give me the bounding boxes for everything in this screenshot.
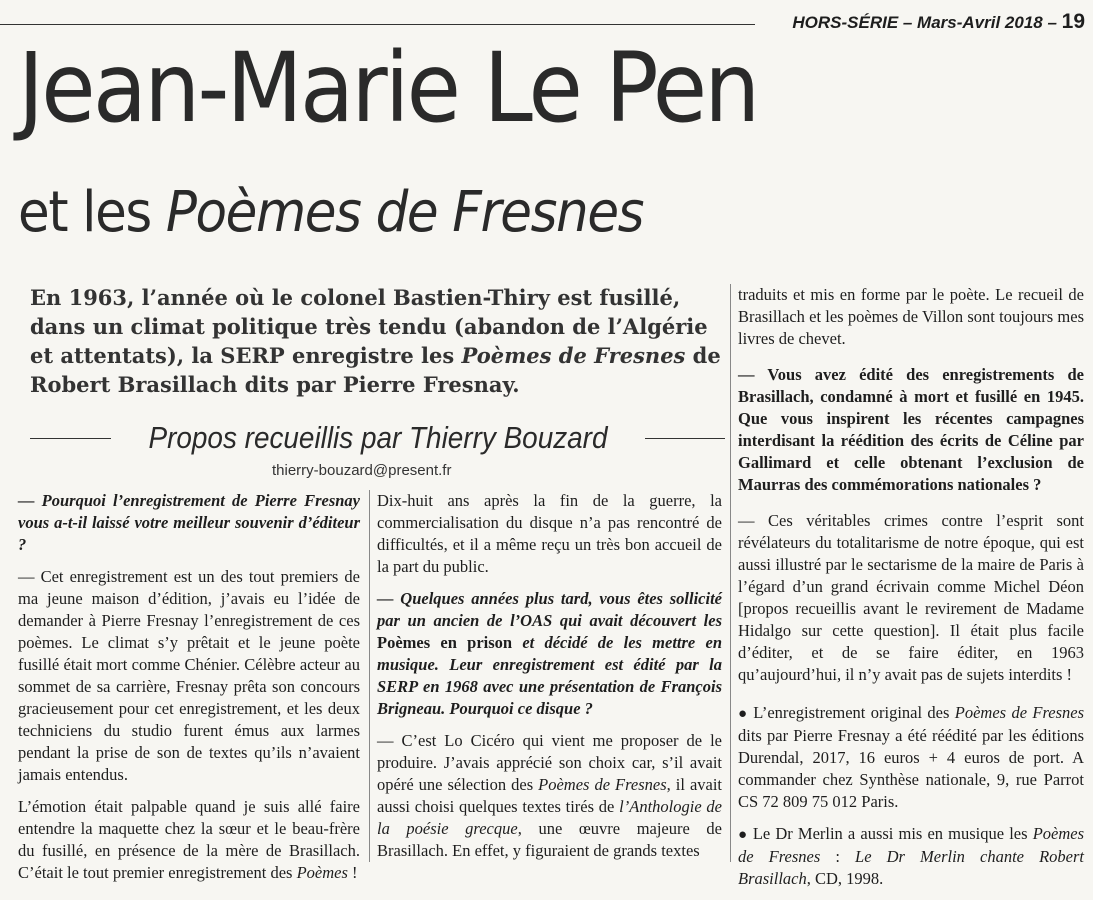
- answer-2-end: traduits et mis en forme par le poète. Le recueil de Brasillach et les poèmes de Villon sont toujours mes livres de chevet.: [738, 285, 1084, 348]
- column-3: [738, 284, 1084, 900]
- column-1: [18, 490, 360, 894]
- note-1: [738, 702, 1084, 813]
- answer-italic: Poèmes: [296, 863, 348, 882]
- note-italic: Poèmes de Fresnes: [954, 703, 1085, 722]
- answer-italic: Poèmes de Fresnes: [538, 775, 667, 794]
- subtitle-prefix: et les: [18, 180, 166, 245]
- note-text: dits par Pierre Fresnay a été réédité par les éditions Durendal, 2017, 16 euros + 4 euros de port. A commander chez Synthèse nationale, 9, rue Parrot CS 72 809 75 012 Paris.: [738, 726, 1084, 811]
- lead-text-2: de Robert Brasillach dits par Pierre Fresnay.: [30, 343, 721, 397]
- question-title: Poèmes en prison: [377, 633, 513, 652]
- question-1: — Pourquoi l’enregistrement de Pierre Fresnay vous a-t-il laissé votre meilleur souvenir d’éditeur ?: [18, 491, 360, 554]
- answer-3: — Ces véritables crimes contre l’esprit sont révélateurs du totalitarisme de notre époque, qui est aussi illustré par le sectarisme de la maire de Paris à l’égard d’un grand écrivain comme Michel Déon [propos recueillis avant le revirement de Madame Hidalgo sur cette question]. Il était plus facile d’éditer, et de se faire éditer, en 1963 qu’aujourd’hui, il n’y avait pas de sujets interdits !: [738, 511, 1084, 684]
- subtitle-italic: Poèmes de Fresnes: [165, 180, 644, 245]
- byline-text: Propos recueillis par Thierry Bouzard: [148, 420, 607, 455]
- answer-1-continued: [18, 796, 360, 884]
- answer-1-end: Dix-huit ans après la fin de la guerre, la commercialisation du disque n’a pas rencontré de difficultés, et il a même reçu un très bon accueil de la part du public.: [377, 491, 722, 576]
- bullet-icon: ●: [738, 827, 753, 843]
- answer-1: — Cet enregistrement est un des tout premiers de ma jeune maison d’édition, j’avais eu l’idée de demander à Pierre Fresnay l’enregistrement de ces poèmes. Le climat s’y prêtait et le jeune poète fusillé était mort comme Chénier. Célèbre acteur au sommet de sa carrière, Fresnay prêta son concours gracieusement pour cet enregistrement, et les deux techniciens du studio furent émus aux larmes pendant la prise de son de textes qu’ils n’avaient jamais entendus.: [18, 567, 360, 784]
- note-italic: Le Dr Merlin chante Robert Brasillach: [738, 847, 1084, 888]
- lead-text-1: En 1963, l’année où le colonel Bastien-Thiry est fusillé, dans un climat politique très tendu (abandon de l’Algérie et attentats), la SERP enregistre les: [30, 285, 708, 368]
- note-text: , CD, 1998.: [806, 869, 884, 888]
- note-2: [738, 823, 1084, 890]
- answer-2: [377, 730, 722, 862]
- lead-italic: Poèmes de Fresnes: [461, 343, 686, 368]
- answer-text: !: [347, 863, 358, 882]
- page-number: 19: [1061, 10, 1085, 33]
- header-rule: [0, 24, 755, 25]
- answer-italic: l’Anthologie de la poésie grecque: [377, 797, 722, 838]
- bullet-icon: ●: [738, 706, 754, 722]
- note-text: Le Dr Merlin a aussi mis en musique les: [752, 824, 1033, 843]
- byline: [30, 418, 725, 458]
- author-email: thierry-bouzard@present.fr: [272, 462, 452, 479]
- publication-name: HORS-SÉRIE: [792, 13, 899, 32]
- question-text: — Quelques années plus tard, vous êtes sollicité par un ancien de l’OAS qui avait découvert les: [377, 589, 722, 630]
- answer-text: — C’est Lo Cicéro qui vient me proposer de le produire. J’avais apprécié son choix car, s’il avait opéré une sélection des: [377, 731, 722, 794]
- article-subtitle: [18, 180, 643, 245]
- note-text: :: [820, 847, 856, 866]
- byline-rule-left: [30, 438, 111, 439]
- answer-text: L’émotion était palpable quand je suis allé faire entendre la maquette chez la sœur et le beau-frère du fusillé, en présence de la mère de Brasillach. C’était le tout premier enregistrement des: [18, 797, 360, 882]
- page-header: [792, 10, 1085, 34]
- answer-text: , une œuvre majeure de Brasillach. En effet, y figuraient de grands textes: [377, 819, 722, 860]
- answer-text: , il avait aussi choisi quelques textes tirés de: [377, 775, 723, 816]
- note-italic: Poèmes de Fresnes: [738, 824, 1085, 866]
- column-divider: [369, 490, 370, 862]
- byline-rule-right: [645, 438, 726, 439]
- issue-date: – Mars-Avril 2018 –: [898, 13, 1062, 32]
- column-2: [377, 490, 722, 872]
- column-divider: [730, 284, 731, 862]
- note-text: L’enregistrement original des: [753, 703, 955, 722]
- question-3: — Vous avez édité des enregistrements de Brasillach, condamné à mort et fusillé en 1945. Que vous inspirent les récentes campagnes interdisant la réédition des écrits de Céline par Gallimard et celle obtenant l’exclusion de Maurras des commémorations nationales ?: [738, 365, 1084, 494]
- question-text: et décidé de les mettre en musique. Leur enregistrement est édité par la SERP en 1968 avec une présentation de François Brigneau. Pourquoi ce disque ?: [377, 633, 723, 718]
- article-title: Jean-Marie Le Pen: [18, 32, 758, 144]
- article-lead: [30, 283, 725, 399]
- question-2: [377, 588, 722, 720]
